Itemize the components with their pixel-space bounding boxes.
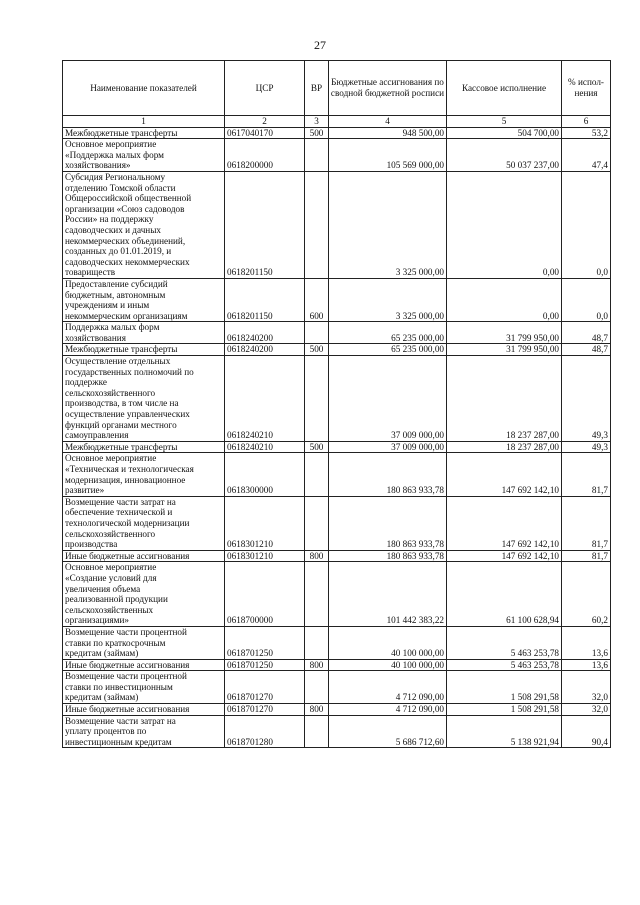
table-row xyxy=(63,171,611,278)
table-row xyxy=(63,356,611,442)
row-cash-execution: 18 237 287,00 xyxy=(447,356,562,442)
row-vr xyxy=(305,453,329,496)
row-budget-allocation: 101 442 383,22 xyxy=(329,562,447,627)
row-execution-percent: 13,6 xyxy=(562,659,611,671)
row-cash-execution: 18 237 287,00 xyxy=(447,441,562,453)
table-row xyxy=(63,704,611,716)
row-execution-percent: 49,3 xyxy=(562,356,611,442)
row-budget-allocation: 37 009 000,00 xyxy=(329,441,447,453)
row-budget-allocation: 37 009 000,00 xyxy=(329,356,447,442)
row-name: Субсидия Региональному отделению Томской области Общероссийской общественной организации «Союз садоводов России» на поддержку садоводческих и дачных некоммерческих объединений, созданных до 01.01.2019, и садоводческих некоммерческих товариществ xyxy=(63,171,225,278)
row-vr: 600 xyxy=(305,278,329,321)
row-name: Иные бюджетные ассигнования xyxy=(63,704,225,716)
row-name: Предоставление субсидий бюджетным, автономным учреждениям и иным некоммерческим организациям xyxy=(63,278,225,321)
row-budget-allocation: 948 500,00 xyxy=(329,127,447,139)
row-vr xyxy=(305,626,329,659)
budget-execution-table xyxy=(62,60,611,748)
table-header-row xyxy=(63,61,611,116)
row-name: Возмещение части затрат на обеспечение технической и технологической модернизации сельскохозяйственного производства xyxy=(63,496,225,550)
row-budget-allocation: 5 686 712,60 xyxy=(329,715,447,748)
column-number: 5 xyxy=(447,116,562,128)
row-name: Основное мероприятие «Техническая и технологическая модернизация, инновационное развитие» xyxy=(63,453,225,496)
row-vr: 500 xyxy=(305,344,329,356)
row-csr: 0618200000 xyxy=(225,139,305,172)
row-cash-execution: 504 700,00 xyxy=(447,127,562,139)
row-csr: 0618701250 xyxy=(225,659,305,671)
table-row xyxy=(63,453,611,496)
table-row xyxy=(63,496,611,550)
column-number: 1 xyxy=(63,116,225,128)
row-vr xyxy=(305,322,329,344)
row-name: Межбюджетные трансферты xyxy=(63,127,225,139)
row-execution-percent: 48,7 xyxy=(562,322,611,344)
row-csr: 0618240200 xyxy=(225,322,305,344)
row-name: Основное мероприятие «Поддержка малых форм хозяйствования» xyxy=(63,139,225,172)
row-budget-allocation: 180 863 933,78 xyxy=(329,453,447,496)
row-execution-percent: 48,7 xyxy=(562,344,611,356)
row-name: Возмещение части затрат на уплату процентов по инвестиционным кредитам xyxy=(63,715,225,748)
row-execution-percent: 49,3 xyxy=(562,441,611,453)
table-row xyxy=(63,715,611,748)
row-csr: 0618201150 xyxy=(225,171,305,278)
row-execution-percent: 32,0 xyxy=(562,704,611,716)
row-vr xyxy=(305,356,329,442)
row-budget-allocation: 105 569 000,00 xyxy=(329,139,447,172)
row-cash-execution: 31 799 950,00 xyxy=(447,344,562,356)
row-vr xyxy=(305,715,329,748)
column-number: 3 xyxy=(305,116,329,128)
row-execution-percent: 0,0 xyxy=(562,171,611,278)
header-indicator-name: Наименование показателей xyxy=(63,61,225,116)
row-cash-execution: 0,00 xyxy=(447,171,562,278)
row-cash-execution: 147 692 142,10 xyxy=(447,496,562,550)
row-csr: 0618301210 xyxy=(225,550,305,562)
row-name: Осуществление отдельных государственных полномочий по поддержке сельскохозяйственного производства, в том числе на осуществление управленческих функций органами местного самоуправления xyxy=(63,356,225,442)
page-number: 27 xyxy=(314,38,326,52)
table-row xyxy=(63,322,611,344)
row-execution-percent: 81,7 xyxy=(562,550,611,562)
row-csr: 0618700000 xyxy=(225,562,305,627)
table-row xyxy=(63,344,611,356)
row-cash-execution: 5 463 253,78 xyxy=(447,626,562,659)
row-vr: 500 xyxy=(305,441,329,453)
row-cash-execution: 147 692 142,10 xyxy=(447,453,562,496)
row-cash-execution: 31 799 950,00 xyxy=(447,322,562,344)
row-execution-percent: 13,6 xyxy=(562,626,611,659)
row-vr xyxy=(305,671,329,704)
row-execution-percent: 53,2 xyxy=(562,127,611,139)
table-row xyxy=(63,671,611,704)
table-row xyxy=(63,659,611,671)
row-execution-percent: 47,4 xyxy=(562,139,611,172)
row-cash-execution: 61 100 628,94 xyxy=(447,562,562,627)
table-row xyxy=(63,441,611,453)
row-vr: 800 xyxy=(305,659,329,671)
row-cash-execution: 5 463 253,78 xyxy=(447,659,562,671)
row-execution-percent: 0,0 xyxy=(562,278,611,321)
row-csr: 0618301210 xyxy=(225,496,305,550)
row-vr: 500 xyxy=(305,127,329,139)
row-budget-allocation: 40 100 000,00 xyxy=(329,626,447,659)
row-cash-execution: 147 692 142,10 xyxy=(447,550,562,562)
row-name: Возмещение части процентной ставки по краткосрочным кредитам (займам) xyxy=(63,626,225,659)
row-csr: 0618701280 xyxy=(225,715,305,748)
row-vr xyxy=(305,562,329,627)
row-budget-allocation: 40 100 000,00 xyxy=(329,659,447,671)
column-number-row xyxy=(63,116,611,128)
row-vr xyxy=(305,496,329,550)
row-cash-execution: 50 037 237,00 xyxy=(447,139,562,172)
table-row xyxy=(63,550,611,562)
row-execution-percent: 32,0 xyxy=(562,671,611,704)
row-csr: 0618240210 xyxy=(225,441,305,453)
row-budget-allocation: 180 863 933,78 xyxy=(329,496,447,550)
row-execution-percent: 81,7 xyxy=(562,496,611,550)
row-name: Поддержка малых форм хозяйствования xyxy=(63,322,225,344)
row-csr: 0618701270 xyxy=(225,704,305,716)
row-execution-percent: 90,4 xyxy=(562,715,611,748)
row-csr: 0618701270 xyxy=(225,671,305,704)
column-number: 2 xyxy=(225,116,305,128)
row-budget-allocation: 65 235 000,00 xyxy=(329,322,447,344)
header-budget-allocations: Бюджетные ассигнования по сводной бюджетной росписи xyxy=(329,61,447,116)
row-vr: 800 xyxy=(305,550,329,562)
row-budget-allocation: 4 712 090,00 xyxy=(329,671,447,704)
row-cash-execution: 5 138 921,94 xyxy=(447,715,562,748)
table-row xyxy=(63,278,611,321)
header-cash-execution: Кассовое исполнение xyxy=(447,61,562,116)
row-cash-execution: 0,00 xyxy=(447,278,562,321)
row-budget-allocation: 4 712 090,00 xyxy=(329,704,447,716)
table-row xyxy=(63,562,611,627)
row-cash-execution: 1 508 291,58 xyxy=(447,704,562,716)
row-name: Межбюджетные трансферты xyxy=(63,441,225,453)
header-csr: ЦСР xyxy=(225,61,305,116)
row-csr: 0617040170 xyxy=(225,127,305,139)
row-execution-percent: 81,7 xyxy=(562,453,611,496)
header-execution-percent: % испол- нения xyxy=(562,61,611,116)
row-vr xyxy=(305,171,329,278)
row-csr: 0618240210 xyxy=(225,356,305,442)
row-vr xyxy=(305,139,329,172)
row-budget-allocation: 180 863 933,78 xyxy=(329,550,447,562)
row-budget-allocation: 65 235 000,00 xyxy=(329,344,447,356)
row-csr: 0618201150 xyxy=(225,278,305,321)
header-vr: ВР xyxy=(305,61,329,116)
row-csr: 0618701250 xyxy=(225,626,305,659)
row-cash-execution: 1 508 291,58 xyxy=(447,671,562,704)
row-name: Иные бюджетные ассигнования xyxy=(63,550,225,562)
row-vr: 800 xyxy=(305,704,329,716)
row-csr: 0618300000 xyxy=(225,453,305,496)
column-number: 4 xyxy=(329,116,447,128)
row-name: Основное мероприятие «Создание условий для увеличения объема реализованной продукции сельскохозяйственных организациями» xyxy=(63,562,225,627)
table-row xyxy=(63,139,611,172)
row-name: Иные бюджетные ассигнования xyxy=(63,659,225,671)
table-row xyxy=(63,626,611,659)
row-budget-allocation: 3 325 000,00 xyxy=(329,278,447,321)
row-budget-allocation: 3 325 000,00 xyxy=(329,171,447,278)
table-row xyxy=(63,127,611,139)
row-execution-percent: 60,2 xyxy=(562,562,611,627)
column-number: 6 xyxy=(562,116,611,128)
row-name: Возмещение части процентной ставки по инвестиционным кредитам (займам) xyxy=(63,671,225,704)
row-csr: 0618240200 xyxy=(225,344,305,356)
row-name: Межбюджетные трансферты xyxy=(63,344,225,356)
